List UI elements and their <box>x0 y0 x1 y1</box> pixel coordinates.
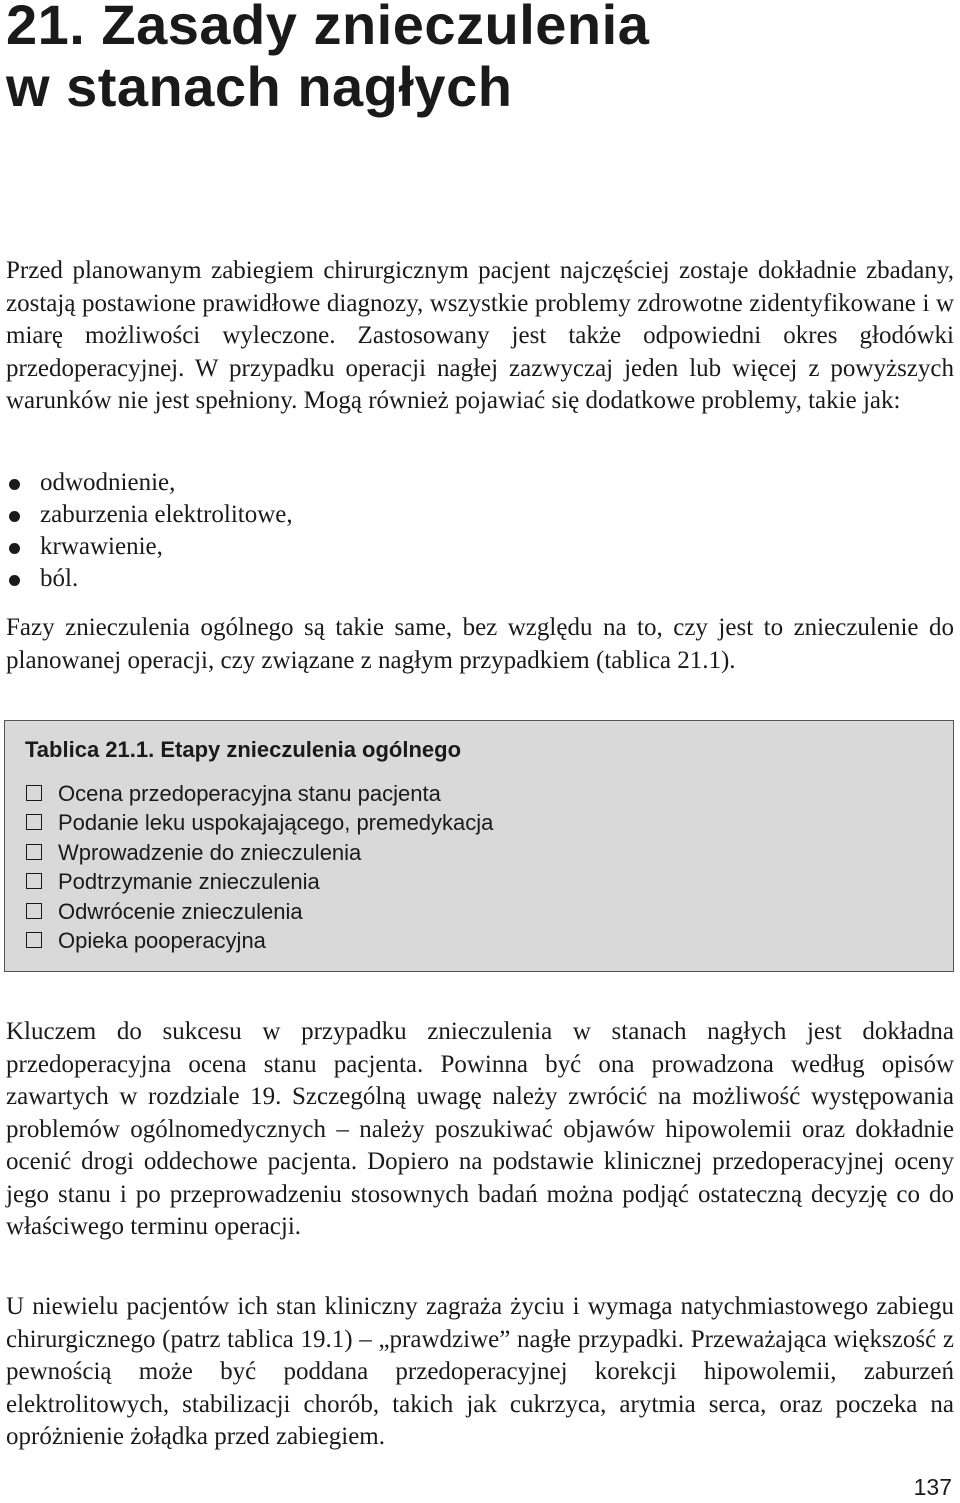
list-item <box>6 563 954 595</box>
bullet-icon <box>9 575 20 586</box>
checkbox-icon <box>26 932 42 948</box>
problems-list <box>6 467 954 595</box>
list-item <box>6 499 954 531</box>
checkbox-icon <box>26 785 42 801</box>
table-row-text: Opieka pooperacyjna <box>58 928 266 954</box>
checkbox-icon <box>26 903 42 919</box>
success-paragraph: Kluczem do sukcesu w przypadku znieczulenia w stanach nagłych jest dokładna przedoperacyjna ocena stanu pacjenta. Powinna być ona prowadzona według opisów zawartych w rozdziale 19. Szczególną uwagę należy zwrócić na możliwość występowania problemów ogólnomedycznych – należy poszukiwać objawów hipowolemii oraz dokładnie ocenić drogi oddechowe pacjenta. Dopiero na podstawie klinicznej przedoperacyjnej oceny jego stanu i po przeprowadzeniu stosownych badań można podjąć ostateczną decyzję co do właściwego terminu operacji. <box>6 1018 954 1240</box>
checkbox-icon <box>26 844 42 860</box>
table-box <box>4 720 954 972</box>
chapter-title <box>6 0 946 118</box>
intro-paragraph: Przed planowanym zabiegiem chirurgicznym pacjent najczęściej zostaje dokładnie zbadany, zostają postawione prawidłowe diagnozy, wszystkie problemy zdrowotne zidentyfikowane i w miarę możliwości wyleczone. Zastosowany jest także odpowiedni okres głodówki przedoperacyjnej. W przypadku operacji nagłej zazwyczaj jeden lub więcej z powyższych warunków nie jest spełniony. Mogą również pojawiać się dodatkowe problemy, takie jak: <box>6 257 954 414</box>
checkbox-icon <box>26 873 42 889</box>
list-item <box>6 531 954 563</box>
bullet-icon <box>9 479 20 490</box>
table-row-text: Odwrócenie znieczulenia <box>58 898 303 924</box>
bullet-icon <box>9 511 20 522</box>
table-row <box>25 808 493 837</box>
bullet-icon <box>9 543 20 554</box>
phases-paragraph: Fazy znieczulenia ogólnego są takie same, bez względu na to, czy jest to znieczulenie do planowanej operacji, czy związane z nagłym przypadkiem (tablica 21.1). <box>6 614 954 674</box>
table-list <box>25 779 493 955</box>
table-row-text: Podanie leku uspokajającego, premedykacja <box>58 810 494 836</box>
chapter-title-line-1: 21. Zasady znieczulenia <box>6 0 650 56</box>
table-row <box>25 779 493 808</box>
urgent-paragraph: U niewielu pacjentów ich stan kliniczny zagraża życiu i wymaga natychmiastowego zabiegu chirurgicznego (patrz tablica 19.1) – „prawdziwe” nagłe przypadki. Przeważająca większość z pewnością może być poddana przedoperacyjnej korekcji hipowolemii, zaburzeń elektrolitowych, stabilizacji chorób, takich jak cukrzyca, arytmia serca, oraz poczeka na opróżnienie żołądka przed zabiegiem. <box>6 1293 954 1450</box>
table-row <box>25 867 493 896</box>
list-item-text: ból. <box>40 565 79 592</box>
table-title: Tablica 21.1. Etapy znieczulenia ogólnego <box>25 737 462 762</box>
chapter-title-line-2: w stanach nagłych <box>6 55 513 118</box>
checkbox-icon <box>26 814 42 830</box>
table-row <box>25 897 493 926</box>
table-row <box>25 926 493 955</box>
page-number: 137 <box>913 1474 952 1500</box>
table-row-text: Ocena przedoperacyjna stanu pacjenta <box>58 781 441 806</box>
list-item <box>6 467 954 499</box>
table-row <box>25 838 493 867</box>
list-item-text: krwawienie, <box>40 533 163 560</box>
list-item-text: odwodnienie, <box>40 469 176 496</box>
list-item-text: zaburzenia elektrolitowe, <box>40 501 293 528</box>
table-row-text: Wprowadzenie do znieczulenia <box>58 839 362 865</box>
table-row-text: Podtrzymanie znieczulenia <box>58 869 320 895</box>
